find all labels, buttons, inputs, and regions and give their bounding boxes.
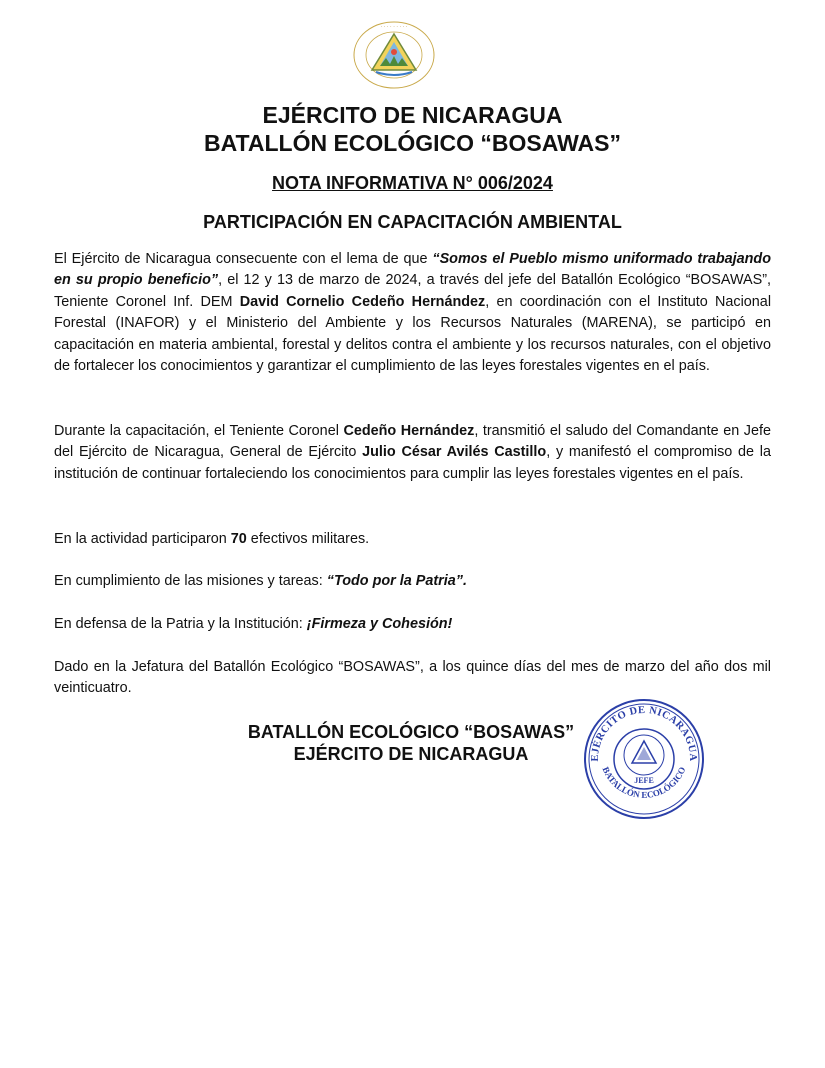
title-battalion: BATALLÓN ECOLÓGICO “BOSAWAS”: [204, 130, 621, 156]
stamp-text-center: JEFE: [634, 776, 654, 785]
stamp-text-top: EJÉRCITO DE NICARAGUA: [589, 704, 699, 762]
paragraph-1: El Ejército de Nicaragua consecuente con el lema de que “Somos el Pueblo mismo uniformado trabajando en su propio beneficio”, el 12 y 13 de marzo de 2024, a través del jefe del Batallón Ecológico “BOSAWAS”, Teniente Coronel Inf. DEM David Cornelio Cedeño Hernández, en coordinación con el Instituto Nacional Forestal (INAFOR) y el Ministerio del Ambiente y los Recursos Naturales (MARENA), se participó en capacitación en materia ambiental, forestal y delitos contra el ambiente y los recursos naturales, con el objetivo de fortalecer los conocimientos y garantizar el cumplimiento de las leyes forestales vigentes en el país.: [54, 251, 772, 375]
paragraph-3: En la actividad participaron 70 efectivos militares.: [54, 531, 370, 547]
paragraph-6: Dado en la Jefatura del Batallón Ecológico “BOSAWAS”, a los quince días del mes de marzo del año dos mil veinticuatro.: [54, 659, 771, 697]
official-stamp-icon: [582, 697, 706, 821]
subject-heading: PARTICIPACIÓN EN CAPACITACIÓN AMBIENTAL: [203, 212, 622, 232]
participant-count: 70: [230, 531, 247, 547]
motto-text: “Somos el Pueblo mismo uniformado trabajando en su propio beneficio”: [54, 251, 771, 289]
nicaragua-coat-of-arms-icon: [352, 20, 436, 90]
commander-name: David Cornelio Cedeño Hernández: [239, 293, 486, 310]
general-name: Julio César Avilés Castillo: [362, 444, 547, 461]
title-army: EJÉRCITO DE NICARAGUA: [262, 102, 563, 128]
stamp-text-bottom: BATALLÓN ECOLÓGICO: [600, 765, 688, 800]
paragraph-2: Durante la capacitación, el Teniente Coronel Cedeño Hernández, transmitió el saludo del Comandante en Jefe del Ejército de Nicaragua, General de Ejército Julio César Avilés Castillo, y manifestó el compromiso de la institución de continuar fortaleciendo los conocimientos para cumplir las leyes forestales vigentes en el país.: [54, 423, 771, 482]
signature-battalion: BATALLÓN ECOLÓGICO “BOSAWAS”: [247, 722, 575, 742]
paragraph-4: En cumplimiento de las misiones y tareas: “Todo por la Patria”.: [54, 573, 467, 589]
note-number: NOTA INFORMATIVA N° 006/2024: [272, 173, 553, 193]
paragraph-5: En defensa de la Patria y la Institución: ¡Firmeza y Cohesión!: [54, 616, 453, 632]
signature-army: EJÉRCITO DE NICARAGUA: [293, 744, 529, 764]
svg-text:· · · · · · · · ·: · · · · · · · · ·: [380, 24, 408, 30]
